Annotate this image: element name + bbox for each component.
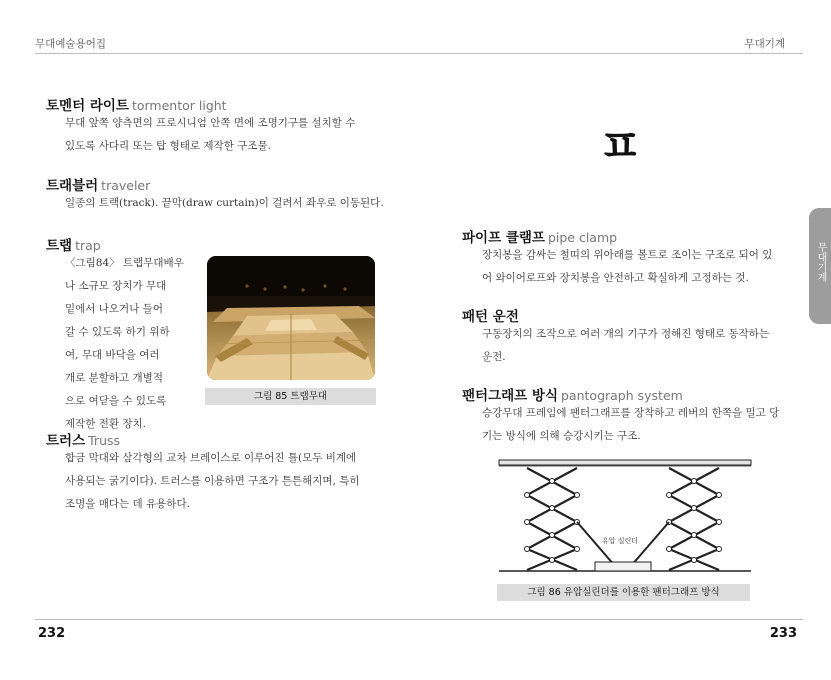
figure-86-caption: 그림 86 유압실린더를 이용한 팬터그래프 방식 bbox=[497, 584, 750, 601]
term-english: tormentor light bbox=[131, 98, 227, 113]
term-korean: 트러스 bbox=[46, 433, 86, 449]
body-line: 갈 수 있도록 하기 위하 bbox=[65, 326, 170, 338]
body-line: 으로 여닫을 수 있도록 bbox=[65, 395, 167, 407]
body-line: 〈그림84〉 트랩무대배우 bbox=[65, 257, 184, 269]
entry-body-pantograph-system bbox=[482, 402, 802, 448]
body-line: 승강무대 프레임에 팬터그래프를 장착하고 레버의 한쪽을 밀고 당 bbox=[482, 407, 780, 419]
entry-body-tormentor-light bbox=[65, 112, 385, 158]
body-line: 합금 막대와 삼각형의 교차 브레이스로 이루어진 틀(모두 비계에 bbox=[65, 452, 357, 464]
figure-85-caption: 그림 85 트랩무대 bbox=[205, 388, 376, 405]
body-line: 구동장치의 조작으로 여러 개의 기구가 정해진 형태로 동작하는 bbox=[482, 328, 770, 340]
entry-title-tormentor-light bbox=[46, 94, 227, 114]
hydraulic-cylinder-label: 유압 실린더 bbox=[602, 537, 639, 545]
term-korean: 트랩 bbox=[46, 238, 73, 254]
index-letter: ㅍ bbox=[598, 119, 643, 173]
body-line: 나 소규모 장치가 무대 bbox=[65, 280, 167, 292]
entry-title-pattern-operation bbox=[462, 305, 519, 325]
page-number-left: 232 bbox=[38, 626, 66, 641]
entry-body-pipe-clamp bbox=[482, 244, 802, 290]
body-line: 조명을 매다는 데 유용하다. bbox=[65, 498, 190, 510]
chapter-tab-label: 무대기계 bbox=[815, 242, 826, 282]
body-line: 밑에서 나오거나 들어 bbox=[65, 303, 163, 315]
term-korean: 토멘터 라이트 bbox=[46, 98, 129, 114]
entry-body-truss bbox=[65, 447, 385, 516]
entry-title-pantograph-system bbox=[462, 384, 683, 404]
term-korean: 패턴 운전 bbox=[462, 309, 519, 325]
term-english: pantograph system bbox=[561, 388, 683, 403]
term-korean: 팬터그래프 방식 bbox=[462, 388, 558, 404]
term-korean: 트래블러 bbox=[46, 178, 99, 194]
entry-title-pipe-clamp bbox=[462, 226, 617, 246]
page-number-right: 233 bbox=[769, 626, 797, 641]
entry-body-trap bbox=[65, 252, 197, 436]
body-line: 여, 무대 바닥을 여러 bbox=[65, 349, 160, 361]
term-english: trap bbox=[75, 238, 101, 253]
entry-body-traveler bbox=[65, 192, 385, 215]
body-line: 기는 방식에 의해 승강시키는 구조. bbox=[482, 430, 641, 442]
body-line: 무대 앞쪽 양측면의 프로시니엄 안쪽 면에 조명기구를 설치할 수 bbox=[65, 117, 356, 129]
body-line: 있도록 사다리 또는 탑 형태로 제작한 구조물. bbox=[65, 140, 271, 152]
entry-title-traveler bbox=[46, 174, 150, 194]
term-english: Truss bbox=[88, 433, 121, 448]
term-english: pipe clamp bbox=[547, 230, 618, 245]
body-line: 사용되는 굵기이다). 트러스를 이용하면 구조가 튼튼해지며, 특히 bbox=[65, 475, 360, 487]
running-header-left: 무대예술용어집 bbox=[35, 38, 107, 50]
entry-title-trap bbox=[46, 234, 101, 254]
footer-rule bbox=[35, 619, 803, 620]
pantograph-diagram bbox=[497, 458, 753, 576]
running-header-right: 무대기계 bbox=[744, 38, 785, 50]
body-line: 어 와이어로프와 장치봉을 안전하고 확실하게 고정하는 것. bbox=[482, 272, 749, 284]
body-line: 일종의 트랙(track). 끝막(draw curtain)이 걸려서 좌우로 이동된다. bbox=[65, 197, 384, 209]
term-korean: 파이프 클램프 bbox=[462, 230, 545, 246]
term-english: traveler bbox=[101, 178, 151, 193]
entry-title-truss bbox=[46, 429, 120, 449]
header-rule bbox=[35, 53, 803, 54]
chapter-tab bbox=[809, 208, 831, 324]
entry-body-pattern-operation bbox=[482, 323, 802, 369]
body-line: 장치봉을 감싸는 철띠의 위아래를 볼트로 조이는 구조로 되어 있 bbox=[482, 249, 773, 261]
body-line: 운전. bbox=[482, 351, 506, 363]
body-line: 제작한 전환 장치. bbox=[65, 418, 147, 430]
trap-stage-photo bbox=[207, 256, 375, 380]
body-line: 개로 분할하고 개별적 bbox=[65, 372, 163, 384]
